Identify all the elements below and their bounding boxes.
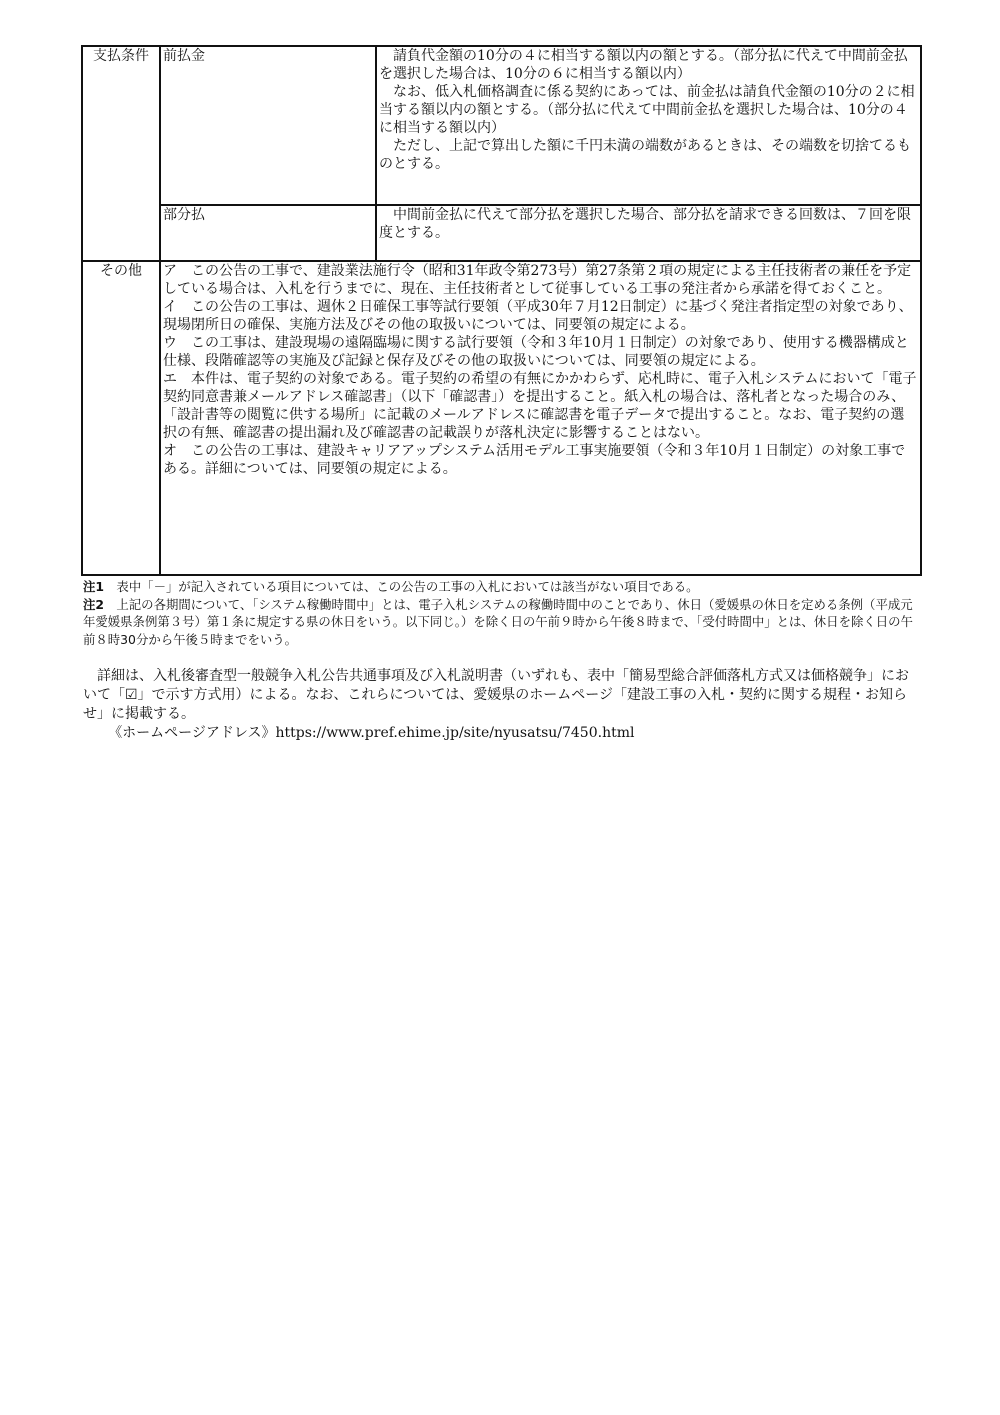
note-2 xyxy=(83,596,913,649)
partial-payment-label: 部分払 xyxy=(160,205,376,261)
table-row-partial-payment xyxy=(82,205,921,261)
other-header: その他 xyxy=(82,261,160,575)
advance-paragraph: 請負代金額の10分の４に相当する額以内の額とする。（部分払に代えて中間前金払を選択した場合は、10分の６に相当する額以内） xyxy=(379,48,908,82)
table-row-other xyxy=(82,261,921,575)
note-text: 表中「－」が記入されている項目については、この公告の工事の入札においては該当がない項目である。 xyxy=(116,579,699,594)
table-row-advance-payment xyxy=(82,46,921,205)
detail-paragraph: 詳細は、入札後審査型一般競争入札公告共通事項及び入札説明書（いずれも、表中「簡易型総合評価落札方式又は価格競争」において「☑」で示す方式用）による。なお、これらについては、愛媛県のホームページ「建設工事の入札・契約に関する規程・お知らせ」に掲載する。 xyxy=(83,668,909,722)
payment-conditions-header: 支払条件 xyxy=(82,46,160,261)
notes-section xyxy=(83,578,913,648)
other-item: イ この公告の工事は、週休２日確保工事等試行要領（平成30年７月12日制定）に基づく発注者指定型の対象であり、現場閉所日の確保、実施方法及びその他の取扱いについては、同要領の規定による。 xyxy=(163,299,913,333)
advance-payment-content xyxy=(376,46,921,205)
other-item: ウ この工事は、建設現場の遠隔臨場に関する試行要領（令和３年10月１日制定）の対象であり、使用する機器構成と仕様、段階確認等の実施及び記録と保存及びその他の取扱いについては、同要領の規定による。 xyxy=(163,335,909,369)
other-item: オ この公告の工事は、建設キャリアアップシステム活用モデル工事実施要領（令和３年10月１日制定）の対象工事である。詳細については、同要領の規定による。 xyxy=(163,443,906,477)
other-content xyxy=(160,261,921,575)
advance-payment-label: 前払金 xyxy=(160,46,376,205)
homepage-address-label: 《ホームページアドレス》 xyxy=(108,725,276,741)
note-label: 注1 xyxy=(83,579,105,594)
homepage-url[interactable]: https://www.pref.ehime.jp/site/nyusatsu/7450.html xyxy=(275,725,635,741)
partial-paragraph: 中間前金払に代えて部分払を選択した場合、部分払を請求できる回数は、７回を限度とする。 xyxy=(379,207,911,241)
note-text: 上記の各期間について、「システム稼働時間中」とは、電子入札システムの稼働時間中のことであり、休日（愛媛県の休日を定める条例（平成元年愛媛県条例第３号）第１条に規定する県の休日をいう。以下同じ。）を除く日の午前９時から午後８時まで、「受付時間中」とは、休日を除く日の午前８時30分から午後５時までをいう。 xyxy=(83,596,913,647)
other-item: エ 本件は、電子契約の対象である。電子契約の希望の有無にかかわらず、応札時に、電子入札システムにおいて「電子契約同意書兼メールアドレス確認書」（以下「確認書」）を提出すること。紙入札の場合は、落札者となった場合のみ、「設計書等の閲覧に供する場所」に記載のメールアドレスに確認書を電子データで提出すること。なお、電子契約の選択の有無、確認書の提出漏れ及び確認書の記載誤りが落札決定に影響することはない。 xyxy=(163,371,917,441)
other-item: ア この公告の工事で、建設業法施行令（昭和31年政令第273号）第27条第２項の規定による主任技術者の兼任を予定している場合は、入札を行うまでに、現在、主任技術者として従事している工事の発注者から承諾を得ておくこと。 xyxy=(163,263,912,297)
homepage-address-line xyxy=(83,724,913,743)
note-1 xyxy=(83,578,913,596)
partial-payment-content xyxy=(376,205,921,261)
conditions-table xyxy=(81,45,922,576)
advance-paragraph: なお、低入札価格調査に係る契約にあっては、前金払は請負代金額の10分の２に相当する額以内の額とする。（部分払に代えて中間前金払を選択した場合は、10分の４に相当する額以内） xyxy=(379,84,915,136)
advance-paragraph: ただし、上記で算出した額に千円未満の端数があるときは、その端数を切捨てるものとする。 xyxy=(379,138,911,172)
note-label: 注2 xyxy=(83,596,105,612)
detail-section xyxy=(83,667,913,743)
